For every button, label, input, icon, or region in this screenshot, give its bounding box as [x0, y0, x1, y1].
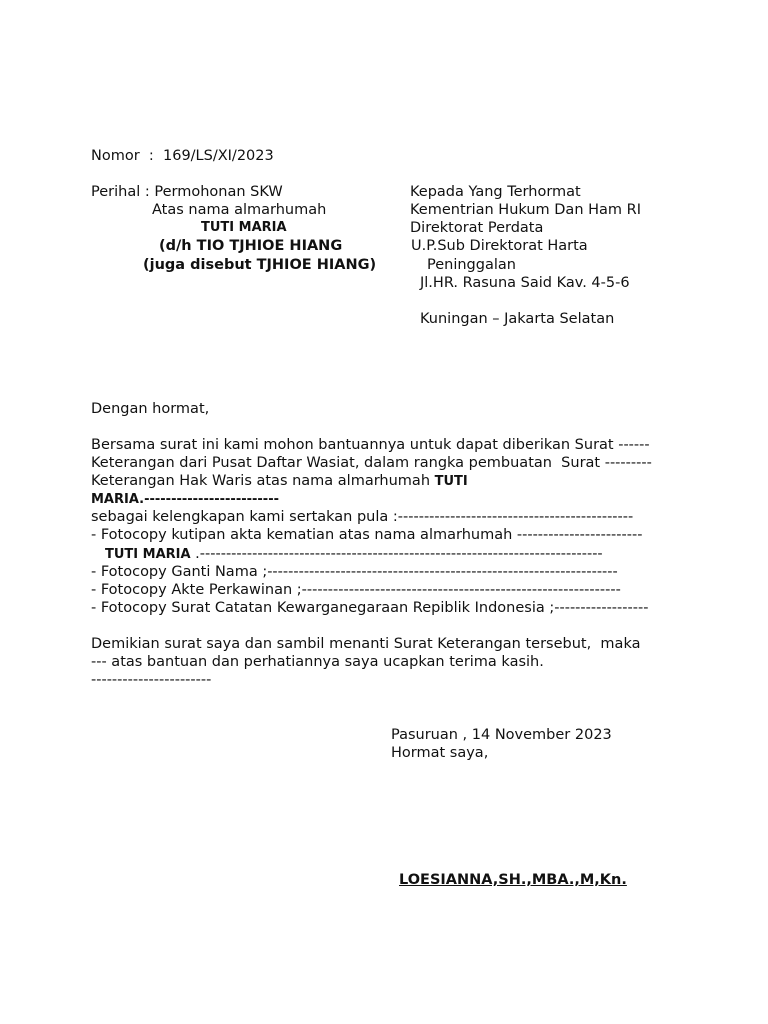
attachment-item-1: - Fotocopy kutipan akta kematian atas nama almarhumah ------------------------ — [91, 527, 643, 543]
attachment-item-1-name: TUTI MARIA — [105, 547, 191, 562]
deceased-name-part-2: MARIA. — [91, 492, 145, 507]
paragraph-1-line-1: Bersama surat ini kami mohon bantuannya untuk dapat diberikan Surat ------ — [91, 437, 650, 453]
recipient-attention-cont: Peninggalan — [427, 257, 516, 273]
paragraph-2-line-1: sebagai kelengkapan kami sertakan pula :--------------------------------------------- — [91, 509, 634, 525]
deceased-name-part-1: TUTI — [434, 474, 468, 489]
attachment-item-1-cont — [105, 545, 603, 564]
subject-alias-2: (juga disebut TJHIOE HIANG) — [143, 257, 377, 273]
subject-on-behalf: Atas nama almarhumah — [152, 202, 327, 218]
subject-deceased-name: TUTI MARIA — [201, 220, 287, 235]
regards: Hormat saya, — [391, 745, 489, 761]
subject-line: Perihal : Permohonan SKW — [91, 184, 283, 200]
paragraph-1-line-3-text: Keterangan Hak Waris atas nama almarhumah — [91, 473, 435, 489]
closing-line-1: Demikian surat saya dan sambil menanti Surat Keterangan tersebut, maka — [91, 636, 641, 652]
recipient-attention: U.P.Sub Direktorat Harta — [411, 238, 588, 254]
recipient-ministry: Kementrian Hukum Dan Ham RI — [410, 202, 641, 218]
recipient-address: Jl.HR. Rasuna Said Kav. 4-5-6 — [420, 275, 630, 291]
closing-line-3: ----------------------- — [91, 672, 212, 688]
attachment-item-2: - Fotocopy Ganti Nama ;------------------------------------------------------------------- — [91, 564, 618, 580]
dash-filler: ------------------------- — [144, 492, 279, 507]
recipient-salutation: Kepada Yang Terhormat — [410, 184, 581, 200]
closing-line-2: --- atas bantuan dan perhatiannya saya ucapkan terima kasih. — [91, 654, 544, 670]
attachment-item-1-dashes: .----------------------------------------------------------------------------- — [190, 546, 603, 562]
recipient-directorate: Direktorat Perdata — [410, 220, 544, 236]
greeting: Dengan hormat, — [91, 401, 210, 417]
recipient-city: Kuningan – Jakarta Selatan — [420, 311, 615, 327]
paragraph-1-line-2: Keterangan dari Pusat Daftar Wasiat, dalam rangka pembuatan Surat --------- — [91, 455, 652, 471]
paragraph-1-line-3 — [91, 472, 468, 491]
signatory-name: LOESIANNA,SH.,MBA.,M,Kn. — [399, 872, 627, 888]
place-date: Pasuruan , 14 November 2023 — [391, 727, 612, 743]
paragraph-1-line-4 — [91, 490, 279, 509]
attachment-item-3: - Fotocopy Akte Perkawinan ;------------------------------------------------------------- — [91, 582, 621, 598]
subject-alias-1: (d/h TIO TJHIOE HIANG — [159, 238, 343, 254]
letter-number: Nomor : 169/LS/XI/2023 — [91, 148, 274, 164]
attachment-item-4: - Fotocopy Surat Catatan Kewarganegaraan Repiblik Indonesia ;------------------ — [91, 600, 649, 616]
